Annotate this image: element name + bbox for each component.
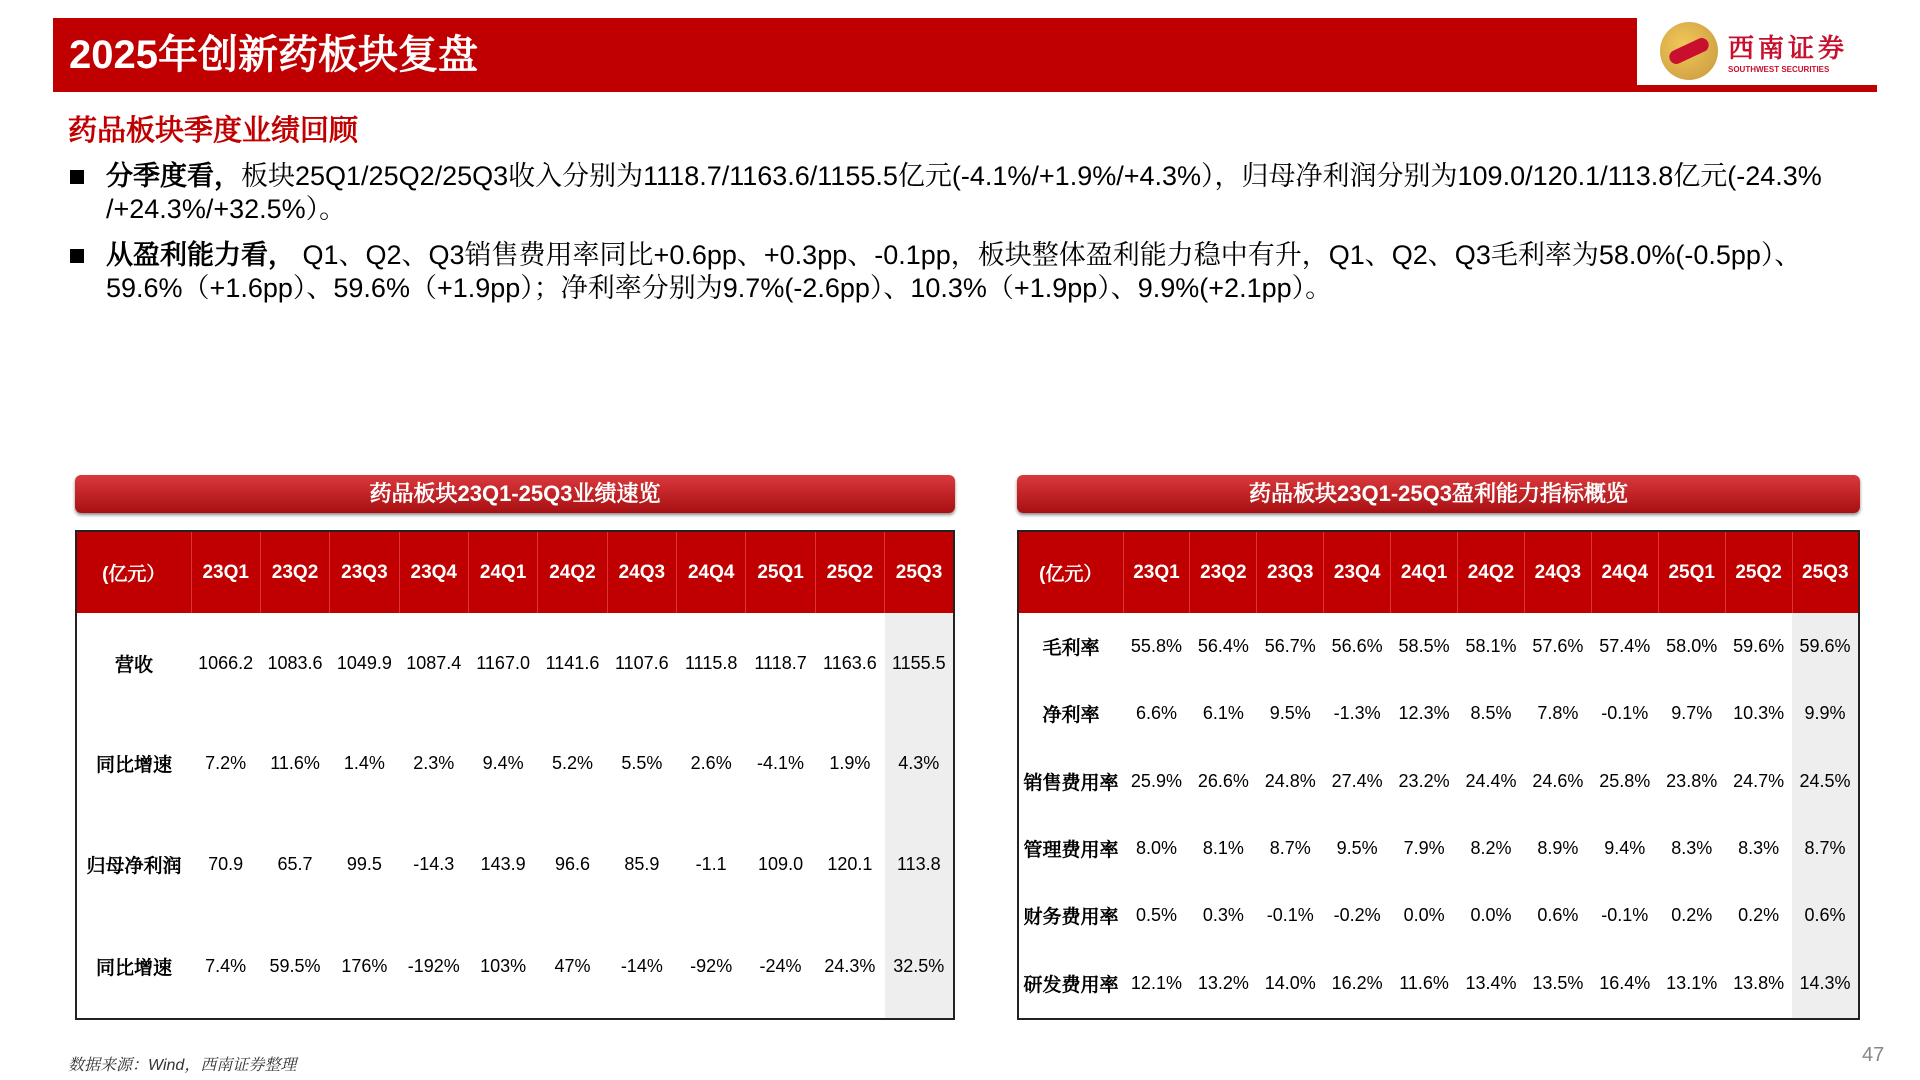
table-cell: 5.5%	[621, 753, 663, 774]
column-header: 24Q4	[1591, 531, 1658, 613]
table-cell: 9.4%	[482, 753, 524, 774]
table-cell: 4.3%	[885, 714, 954, 815]
table-cell: 8.0%	[1135, 837, 1177, 858]
table-cell: 6.6%	[1135, 703, 1177, 724]
table-cell: 24.8%	[1264, 770, 1316, 791]
table-cell: 13.2%	[1197, 973, 1249, 994]
bullet-text: 板块25Q1/25Q2/25Q3收入分别为1118.7/1163.6/1155.5亿元(-4.1%/+1.9%/+4.3%），归母净利润分别为109.0/120.1/113.8亿元(-24.3% /+24.3%/+32.5%）。	[106, 161, 1822, 224]
column-header: 23Q1	[191, 531, 260, 613]
bullet-lead: 分季度看，	[106, 161, 241, 191]
table-cell: 12.3%	[1398, 703, 1450, 724]
table-cell: 1.4%	[343, 753, 385, 774]
table2-title: 药品板块23Q1-25Q3盈利能力指标概览	[1017, 475, 1860, 513]
table-cell: 0.3%	[1202, 905, 1244, 926]
table-cell: 6.1%	[1202, 703, 1244, 724]
table-cell: 0.5%	[1135, 905, 1177, 926]
column-header: 24Q1	[468, 531, 537, 613]
row-label: 营收	[114, 654, 153, 676]
square-bullet-icon	[70, 249, 84, 263]
column-header: 24Q1	[1391, 531, 1458, 613]
column-header: 25Q3	[885, 531, 954, 613]
table-cell: 14.3%	[1792, 949, 1859, 1019]
data-source: 数据来源：Wind，西南证券整理	[68, 1057, 297, 1074]
table-cell: 24.5%	[1792, 748, 1859, 815]
table-cell: -0.1%	[1601, 905, 1649, 926]
table-cell: 120.1	[827, 853, 873, 874]
column-header: 23Q4	[1324, 531, 1391, 613]
table-cell: 24.4%	[1465, 770, 1517, 791]
table-cell: 32.5%	[885, 915, 954, 1019]
table-cell: -192%	[407, 955, 460, 976]
table-cell: 5.2%	[551, 753, 593, 774]
table-cell: 13.8%	[1733, 973, 1785, 994]
table-cell: 1167.0	[476, 652, 530, 673]
table-cell: 24.3%	[824, 955, 876, 976]
column-header: 23Q2	[260, 531, 329, 613]
table-row	[1018, 815, 1859, 882]
column-header: 24Q2	[538, 531, 607, 613]
table-cell: -4.1%	[757, 753, 805, 774]
logo-emblem-icon	[1660, 22, 1718, 80]
row-label: 毛利率	[1042, 638, 1100, 660]
table-cell: 7.2%	[205, 753, 247, 774]
bullet-item	[68, 239, 1868, 305]
table-cell: 0.6%	[1792, 882, 1859, 949]
table-cell: 24.7%	[1733, 770, 1785, 791]
column-header: 23Q2	[1190, 531, 1257, 613]
table-cell: -1.1	[695, 853, 727, 874]
column-header: 24Q3	[607, 531, 676, 613]
profitability-table	[1017, 530, 1860, 1020]
table-cell: 1066.2	[198, 652, 254, 673]
table-cell: 103%	[480, 955, 527, 976]
column-header: 23Q3	[1257, 531, 1324, 613]
table-cell: 1155.5	[885, 613, 954, 714]
table-cell: 13.5%	[1532, 973, 1584, 994]
table-cell: 47%	[554, 955, 591, 976]
table-cell: 8.3%	[1671, 837, 1713, 858]
column-header: 24Q4	[677, 531, 746, 613]
table-cell: 8.9%	[1537, 837, 1579, 858]
table-cell: 56.6%	[1331, 636, 1383, 657]
table-cell: 11.6%	[270, 753, 320, 774]
table-row	[1018, 613, 1859, 680]
table-cell: 143.9	[480, 853, 526, 874]
table-cell: 1163.6	[823, 652, 877, 673]
column-header: 23Q3	[330, 531, 399, 613]
table-cell: 58.5%	[1398, 636, 1450, 657]
table-cell: 14.0%	[1264, 973, 1316, 994]
table-cell: 176%	[341, 955, 388, 976]
table-cell: 113.8	[885, 814, 954, 915]
row-label: 财务费用率	[1023, 907, 1119, 929]
table-cell: 8.1%	[1202, 837, 1244, 858]
table-cell: 13.4%	[1465, 973, 1517, 994]
table-cell: 59.5%	[269, 955, 321, 976]
table-cell: 65.7	[277, 853, 313, 874]
table-cell: 70.9	[208, 853, 244, 874]
row-label: 净利率	[1042, 705, 1100, 727]
logo-cn: 西南证券	[1728, 34, 1849, 64]
page-title: 2025年创新药板块复盘	[53, 18, 1637, 92]
row-label: 销售费用率	[1023, 772, 1119, 794]
table-cell: 8.5%	[1470, 703, 1512, 724]
table-cell: 7.8%	[1537, 703, 1579, 724]
table-row	[76, 714, 954, 815]
table-cell: 2.3%	[413, 753, 455, 774]
table-cell: 1.9%	[829, 753, 871, 774]
table-row	[76, 814, 954, 915]
table-cell: -0.1%	[1266, 905, 1314, 926]
table-cell: 9.9%	[1792, 680, 1859, 747]
column-header: 24Q2	[1458, 531, 1525, 613]
row-label: 同比增速	[95, 957, 172, 979]
table-cell: 58.1%	[1465, 636, 1517, 657]
table-row	[76, 915, 954, 1019]
table-cell: 8.7%	[1269, 837, 1311, 858]
table-cell: 24.6%	[1532, 770, 1584, 791]
table-cell: 10.3%	[1733, 703, 1785, 724]
table-cell: 1115.8	[685, 652, 738, 673]
table-header-row	[76, 531, 954, 613]
performance-table	[75, 530, 955, 1020]
table-cell: 109.0	[758, 853, 804, 874]
table-cell: 8.3%	[1738, 837, 1780, 858]
column-header: 25Q2	[815, 531, 884, 613]
table-cell: 58.0%	[1666, 636, 1718, 657]
row-label: 同比增速	[95, 755, 172, 777]
table-row	[1018, 680, 1859, 747]
table-cell: 26.6%	[1197, 770, 1249, 791]
table-cell: 23.8%	[1666, 770, 1718, 791]
table-cell: 9.4%	[1604, 837, 1646, 858]
square-bullet-icon	[70, 170, 84, 184]
table-cell: -1.3%	[1333, 703, 1381, 724]
logo-en: SOUTHWEST SECURITIES	[1728, 65, 1830, 74]
table-cell: 0.6%	[1537, 905, 1579, 926]
table-cell: 23.2%	[1398, 770, 1450, 791]
row-label: 研发费用率	[1023, 975, 1119, 997]
table-cell: 13.1%	[1666, 973, 1718, 994]
table-cell: 0.0%	[1470, 905, 1512, 926]
table-cell: 7.9%	[1403, 837, 1445, 858]
table-cell: -14%	[620, 955, 663, 976]
column-header: 23Q1	[1123, 531, 1190, 613]
table-cell: 55.8%	[1130, 636, 1182, 657]
table-cell: 85.9	[624, 853, 660, 874]
row-label: 归母净利润	[86, 855, 182, 877]
table-cell: 8.2%	[1470, 837, 1512, 858]
table-cell: 59.6%	[1733, 636, 1785, 657]
column-header: 25Q1	[746, 531, 815, 613]
table-cell: 59.6%	[1792, 613, 1859, 680]
page-number: 47	[1862, 1044, 1885, 1066]
table-cell: -0.2%	[1333, 905, 1381, 926]
column-header: 24Q3	[1524, 531, 1591, 613]
table-cell: 12.1%	[1130, 973, 1182, 994]
table-cell: 9.5%	[1336, 837, 1378, 858]
table-cell: 25.8%	[1599, 770, 1651, 791]
table-cell: 1107.6	[614, 652, 669, 673]
table-row	[76, 613, 954, 714]
table-cell: 1141.6	[545, 652, 600, 673]
unit-header: (亿元）	[1018, 531, 1123, 613]
table-row	[1018, 949, 1859, 1019]
header-accent-bar	[1637, 85, 1877, 92]
bullet-item	[68, 160, 1868, 226]
table-cell: 56.7%	[1264, 636, 1316, 657]
table-cell: 2.6%	[690, 753, 732, 774]
section-subtitle: 药品板块季度业绩回顾	[68, 115, 359, 147]
table-cell: -0.1%	[1601, 703, 1649, 724]
table-cell: 25.9%	[1130, 770, 1182, 791]
table-cell: 96.6	[554, 853, 590, 874]
table-cell: 1083.6	[267, 652, 323, 673]
table-cell: 9.5%	[1269, 703, 1311, 724]
table-cell: 16.2%	[1331, 973, 1383, 994]
bullet-lead: 从盈利能力看，	[106, 240, 295, 270]
bullet-text: Q1、Q2、Q3销售费用率同比+0.6pp、+0.3pp、-0.1pp，板块整体盈利能力稳中有升，Q1、Q2、Q3毛利率为58.0%(-0.5pp）、59.6%（+1.6pp）、59.6%（+1.9pp）；净利率分别为9.7%(-2.6pp）、10.3%（+1.9pp）、9.9%(+2.1pp）。	[106, 240, 1802, 303]
table-cell: 1118.7	[754, 652, 807, 673]
column-header: 25Q2	[1725, 531, 1792, 613]
table-cell: -24%	[759, 955, 802, 976]
column-header: 25Q1	[1658, 531, 1725, 613]
column-header: 25Q3	[1792, 531, 1859, 613]
table-cell: 99.5	[346, 853, 382, 874]
column-header: 23Q4	[399, 531, 468, 613]
table-cell: 0.2%	[1738, 905, 1780, 926]
table-cell: 1049.9	[336, 652, 392, 673]
table-cell: -14.3	[413, 853, 455, 874]
table-cell: 7.4%	[205, 955, 247, 976]
table1-title: 药品板块23Q1-25Q3业绩速览	[75, 475, 955, 513]
bullet-list	[68, 160, 1868, 318]
table-cell: 57.6%	[1532, 636, 1584, 657]
table-cell: 16.4%	[1599, 973, 1651, 994]
table-cell: 56.4%	[1197, 636, 1249, 657]
table-row	[1018, 748, 1859, 815]
row-label: 管理费用率	[1023, 839, 1119, 861]
table-cell: 8.7%	[1792, 815, 1859, 882]
table-cell: -92%	[690, 955, 733, 976]
table-cell: 1087.4	[406, 652, 462, 673]
table-header-row	[1018, 531, 1859, 613]
table-cell: 0.2%	[1671, 905, 1713, 926]
table-cell: 27.4%	[1331, 770, 1383, 791]
table-cell: 11.6%	[1399, 973, 1449, 994]
company-logo	[1660, 18, 1870, 84]
unit-header: (亿元）	[76, 531, 191, 613]
table-cell: 0.0%	[1403, 905, 1445, 926]
table-cell: 9.7%	[1671, 703, 1713, 724]
table-row	[1018, 882, 1859, 949]
table-cell: 57.4%	[1599, 636, 1651, 657]
